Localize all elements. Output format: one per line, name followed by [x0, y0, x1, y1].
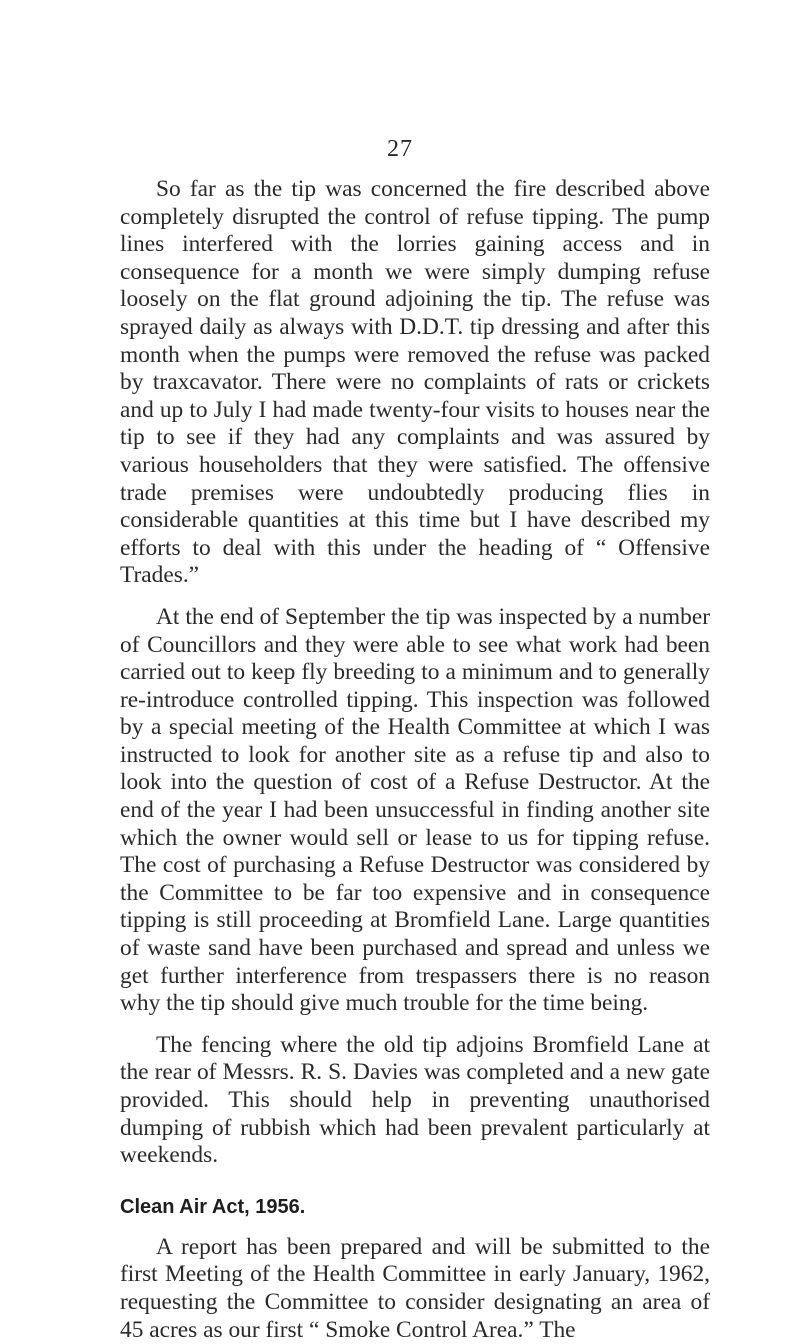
paragraph-fencing: The fencing where the old tip adjoins Bromfield Lane at the rear of Messrs. R. S. Davies was completed and a new gate provided. This should help in preventing unauthorised dumping of rubbish which had been prevalent particularly at weekends. — [120, 1031, 710, 1169]
paragraph-councillors-inspection: At the end of September the tip was inspected by a number of Councillors and they were able to see what work had been carried out to keep fly breeding to a minimum and to generally re-introduce controlled tipping. This inspection was followed by a special meeting of the Health Committee at which I was instructed to look for another site as a refuse tip and also to look into the question of cost of a Refuse Destructor. At the end of the year I had been unsuccessful in finding another site which the owner would sell or lease to us for tipping refuse. The cost of purchasing a Refuse Destructor was considered by the Committee to be far too expensive and in consequence tipping is still proceeding at Bromfield Lane. Large quantities of waste sand have been purchased and spread and unless we get further interference from trespassers there is no reason why the tip should give much trouble for the time being. — [120, 603, 710, 1017]
paragraph-clean-air-report: A report has been prepared and will be submitted to the first Meeting of the Health Committee in early January, 1962, requesting the Committee to consider designating an area of 45 acres as our first “ Smoke Control Area.” The — [120, 1233, 710, 1343]
page-number: 27 — [387, 136, 413, 162]
section-heading: Clean Air Act, 1956. — [120, 1195, 306, 1218]
paragraph-tip-fire: So far as the tip was concerned the fire described above completely disrupted the control of refuse tipping. The pump lines interfered with the lorries gaining access and in consequence for a month we were simply dumping refuse loosely on the flat ground adjoining the tip. The refuse was sprayed daily as always with D.D.T. tip dressing and after this month when the pumps were removed the refuse was packed by traxcavator. There were no complaints of rats or crickets and up to July I had made twenty-four visits to houses near the tip to see if they had any complaints and was assured by various householders that they were satisfied. The offensive trade premises were undoubtedly producing flies in considerable quantities at this time but I have described my efforts to deal with this under the heading of “ Offensive Trades.” — [120, 176, 710, 589]
body-text — [120, 176, 710, 1344]
